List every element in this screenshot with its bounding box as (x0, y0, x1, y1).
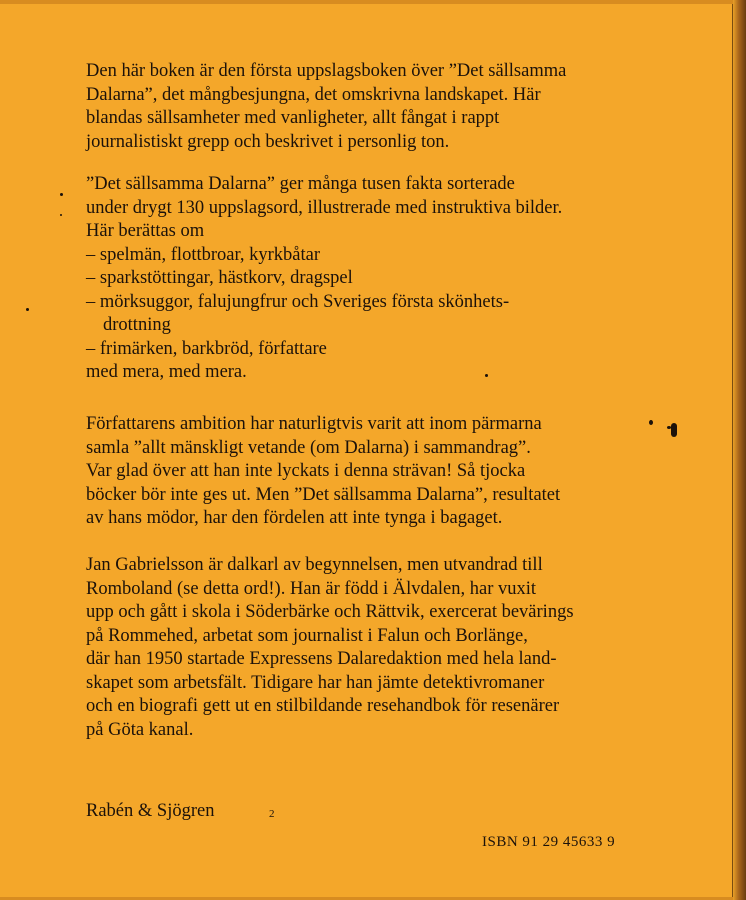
list-item: – sparkstöttingar, hästkorv, dragspel (86, 268, 353, 288)
text-line: på Göta kanal. (86, 719, 194, 740)
text-line: journalistiskt grepp och beskrivet i personlig ton. (86, 131, 450, 152)
text-line: Den här boken är den första uppslagsboken över ”Det sällsamma (86, 61, 567, 81)
print-speck (485, 374, 488, 377)
text-line: på Rommehed, arbetat som journalist i Falun och Borlänge, (86, 625, 528, 646)
text-line: böcker bör inte ges ut. Men ”Det sällsamma Dalarna”, resultatet (86, 484, 561, 505)
text-line: Var glad över att han inte lyckats i denna strävan! Så tjocka (86, 461, 526, 481)
book-spine-edge (733, 0, 746, 900)
text-line: Romboland (se detta ord!). Han är född i Älvdalen, har vuxit (86, 578, 537, 599)
text-line: skapet som arbetsfält. Tidigare har han jämte detektivromaner (86, 672, 545, 693)
text-line: ”Det sällsamma Dalarna” ger många tusen fakta sorterade (86, 174, 515, 194)
text-line: och en biografi gett ut en stilbildande resehandbok för resenärer (86, 696, 560, 716)
contents-paragraph (86, 173, 562, 385)
isbn-number: ISBN 91 29 45633 9 (482, 834, 616, 850)
page-number: 2 (269, 808, 275, 820)
text-line: av hans mödor, har den fördelen att inte tynga i bagaget. (86, 508, 503, 528)
print-speck (60, 214, 62, 216)
intro-paragraph (86, 60, 566, 154)
text-line: upp och gått i skola i Söderbärke och Rättvik, exercerat bevärings (86, 602, 574, 622)
list-item: – frimärken, barkbröd, författare (86, 338, 327, 359)
text-line: Jan Gabrielsson är dalkarl av begynnelsen, men utvandrad till (86, 555, 543, 575)
author-paragraph (86, 554, 574, 742)
print-speck (60, 193, 63, 196)
text-line: där han 1950 startade Expressens Dalaredaktion med hela land- (86, 649, 557, 669)
text-line: Dalarna”, det mångbesjungna, det omskrivna landskapet. Här (86, 84, 541, 105)
publisher-name: Rabén & Sjögren (86, 801, 215, 821)
print-speck (26, 308, 29, 311)
print-speck (649, 420, 653, 425)
text-line: under drygt 130 uppslagsord, illustrerade med instruktiva bilder. (86, 197, 563, 218)
text-line: Här berättas om (86, 221, 205, 241)
ambition-paragraph (86, 413, 560, 531)
print-speck (667, 426, 671, 429)
text-line: blandas sällsamheter med vanligheter, allt fångat i rappt (86, 108, 500, 128)
text-line: Författarens ambition har naturligtvis varit att inom pärmarna (86, 414, 542, 434)
text-line: samla ”allt mänskligt vetande (om Dalarna) i sammandrag”. (86, 437, 531, 458)
print-speck (671, 423, 677, 437)
list-item: – mörksuggor, falujungfrur och Sveriges första skönhets- (86, 291, 510, 312)
text-line: med mera, med mera. (86, 362, 247, 382)
cover-top-edge (0, 0, 733, 4)
list-item-continuation: drottning (103, 315, 171, 335)
list-item: – spelmän, flottbroar, kyrkbåtar (86, 244, 321, 265)
